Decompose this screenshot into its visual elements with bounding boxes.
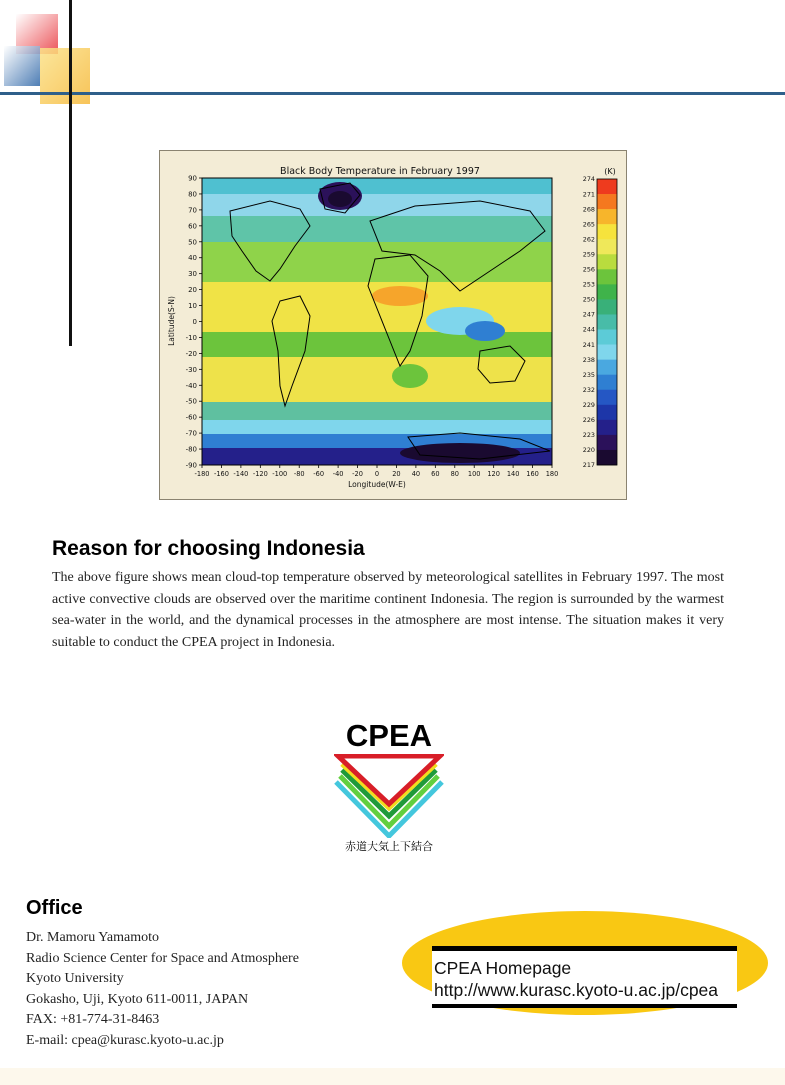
x-tick-label: 40 [411,470,421,478]
vertical-rule [69,0,72,346]
x-tick-label: -180 [194,470,210,478]
map-plot-area [202,178,552,465]
homepage-box [432,946,737,1008]
colorbar [583,175,617,469]
section-title: Reason for choosing Indonesia [52,537,365,560]
temperature-map-svg [160,151,628,501]
x-axis-label: Longitude(W-E) [348,480,406,489]
colorbar-swatch [597,420,617,435]
y-tick-label: -90 [185,461,197,470]
colorbar-swatch [597,345,617,360]
colorbar-tick-label: 220 [582,446,595,455]
y-tick-label: 30 [188,270,197,279]
y-tick-label: -20 [185,349,197,358]
page-bottom-band [0,1068,785,1085]
colorbar-tick-label: 241 [582,340,595,349]
x-tick-label: 20 [392,470,401,478]
y-tick-label: -10 [185,333,197,342]
homepage-url[interactable]: http://www.kurasc.kyoto-u.ac.jp/cpea [434,980,719,1000]
colorbar-tick-label: 223 [582,431,595,440]
x-tick-label: -40 [332,470,344,478]
colorbar-swatch [597,179,617,194]
homepage-label: CPEA Homepage [434,958,572,978]
y-tick-label: -30 [185,365,197,374]
y-tick-label: 60 [188,222,197,231]
colorbar-tick-label: 259 [582,250,595,259]
colorbar-tick-label: 226 [582,416,595,425]
colorbar-swatch [597,390,617,405]
office-university: Kyoto University [26,971,124,987]
x-axis-ticks [195,465,559,478]
x-tick-label: 0 [374,470,380,478]
colorbar-tick-label: 268 [582,205,595,214]
colorbar-swatch [597,450,617,465]
colorbar-swatch [597,314,617,329]
colorbar-tick-label: 235 [582,370,595,379]
y-axis-label: Latitude(S-N) [167,296,176,346]
x-tick-label: 180 [545,470,559,478]
colorbar-unit: (K) [604,167,616,176]
x-tick-label: -100 [272,470,288,478]
x-tick-label: 100 [467,470,481,478]
y-tick-label: 90 [188,174,197,183]
map-title: Black Body Temperature in February 1997 [280,166,480,177]
colorbar-swatch [597,239,617,254]
x-tick-label: -160 [213,470,229,478]
header-rule [0,92,785,95]
y-tick-label: -50 [185,397,197,406]
y-axis-ticks [186,175,202,470]
x-tick-label: -60 [313,470,325,478]
colorbar-swatch [597,194,617,209]
colorbar-swatch [597,360,617,375]
office-department: Radio Science Center for Space and Atmosphere [26,950,299,966]
x-tick-label: 140 [506,470,520,478]
colorbar-swatch [597,330,617,345]
logo-title: CPEA [345,718,433,753]
y-tick-label: 70 [188,206,197,215]
y-tick-label: 80 [188,190,197,199]
y-tick-label: 40 [188,254,197,263]
y-tick-label: -40 [185,381,197,390]
x-tick-label: -80 [293,470,305,478]
y-tick-label: -60 [185,413,197,422]
y-tick-label: -80 [185,445,197,454]
y-tick-label: -70 [185,429,197,438]
x-tick-label: 120 [487,470,500,478]
y-tick-label: 10 [188,302,197,311]
office-email: E-mail: cpea@kurasc.kyoto-u.ac.jp [26,1032,224,1048]
colorbar-swatch [597,224,617,239]
office-address [26,928,299,1052]
colorbar-tick-label: 253 [582,280,595,289]
colorbar-tick-label: 247 [582,310,595,319]
y-tick-label: 50 [188,238,197,247]
office-contact-name: Dr. Mamoru Yamamoto [26,930,159,945]
colorbar-swatch [597,209,617,224]
office-address-line: Gokasho, Uji, Kyoto 611-0011, JAPAN [26,991,249,1007]
logo-chevrons [334,754,444,838]
x-tick-label: -140 [233,470,249,478]
colorbar-swatch [597,435,617,450]
colorbar-tick-label: 265 [582,220,595,229]
y-tick-label: 0 [192,318,197,326]
colorbar-tick-label: 244 [582,325,595,334]
colorbar-tick-label: 238 [582,355,595,364]
logo-subtitle: 赤道大気上下結合 [345,840,433,853]
colorbar-swatch [597,405,617,420]
colorbar-tick-label: 271 [582,190,595,199]
colorbar-tick-label: 217 [582,461,595,470]
colorbar-tick-label: 232 [582,385,595,394]
office-title: Office [26,897,83,919]
colorbar-tick-label: 256 [582,265,595,274]
colorbar-swatch [597,254,617,269]
y-tick-label: 20 [188,286,197,295]
cpea-logo [334,718,444,858]
temperature-map-figure [159,150,627,500]
colorbar-tick-label: 262 [582,235,595,244]
office-fax: FAX: +81-774-31-8463 [26,1012,160,1028]
x-tick-label: 60 [431,470,440,478]
colorbar-tick-label: 274 [582,175,595,184]
colorbar-swatch [597,299,617,314]
colorbar-swatch [597,284,617,299]
colorbar-swatch [597,375,617,390]
colorbar-tick-label: 229 [582,400,595,409]
x-tick-label: 160 [526,470,539,478]
colorbar-swatch [597,269,617,284]
x-tick-label: -120 [252,470,268,478]
x-tick-label: 80 [450,470,459,478]
x-tick-label: -20 [352,470,363,478]
colorbar-tick-label: 250 [582,295,595,304]
section-body: The above figure shows mean cloud-top temperature observed by meteorological satellites in February 1997. The most active convective clouds are observed over the maritime continent Indonesia. The region is surrounded by the warmest sea-water in the world, and the dynamical processes in the atmosphere are most intense. The situation makes it very suitable to conduct the CPEA project in Indonesia. [52,570,724,650]
